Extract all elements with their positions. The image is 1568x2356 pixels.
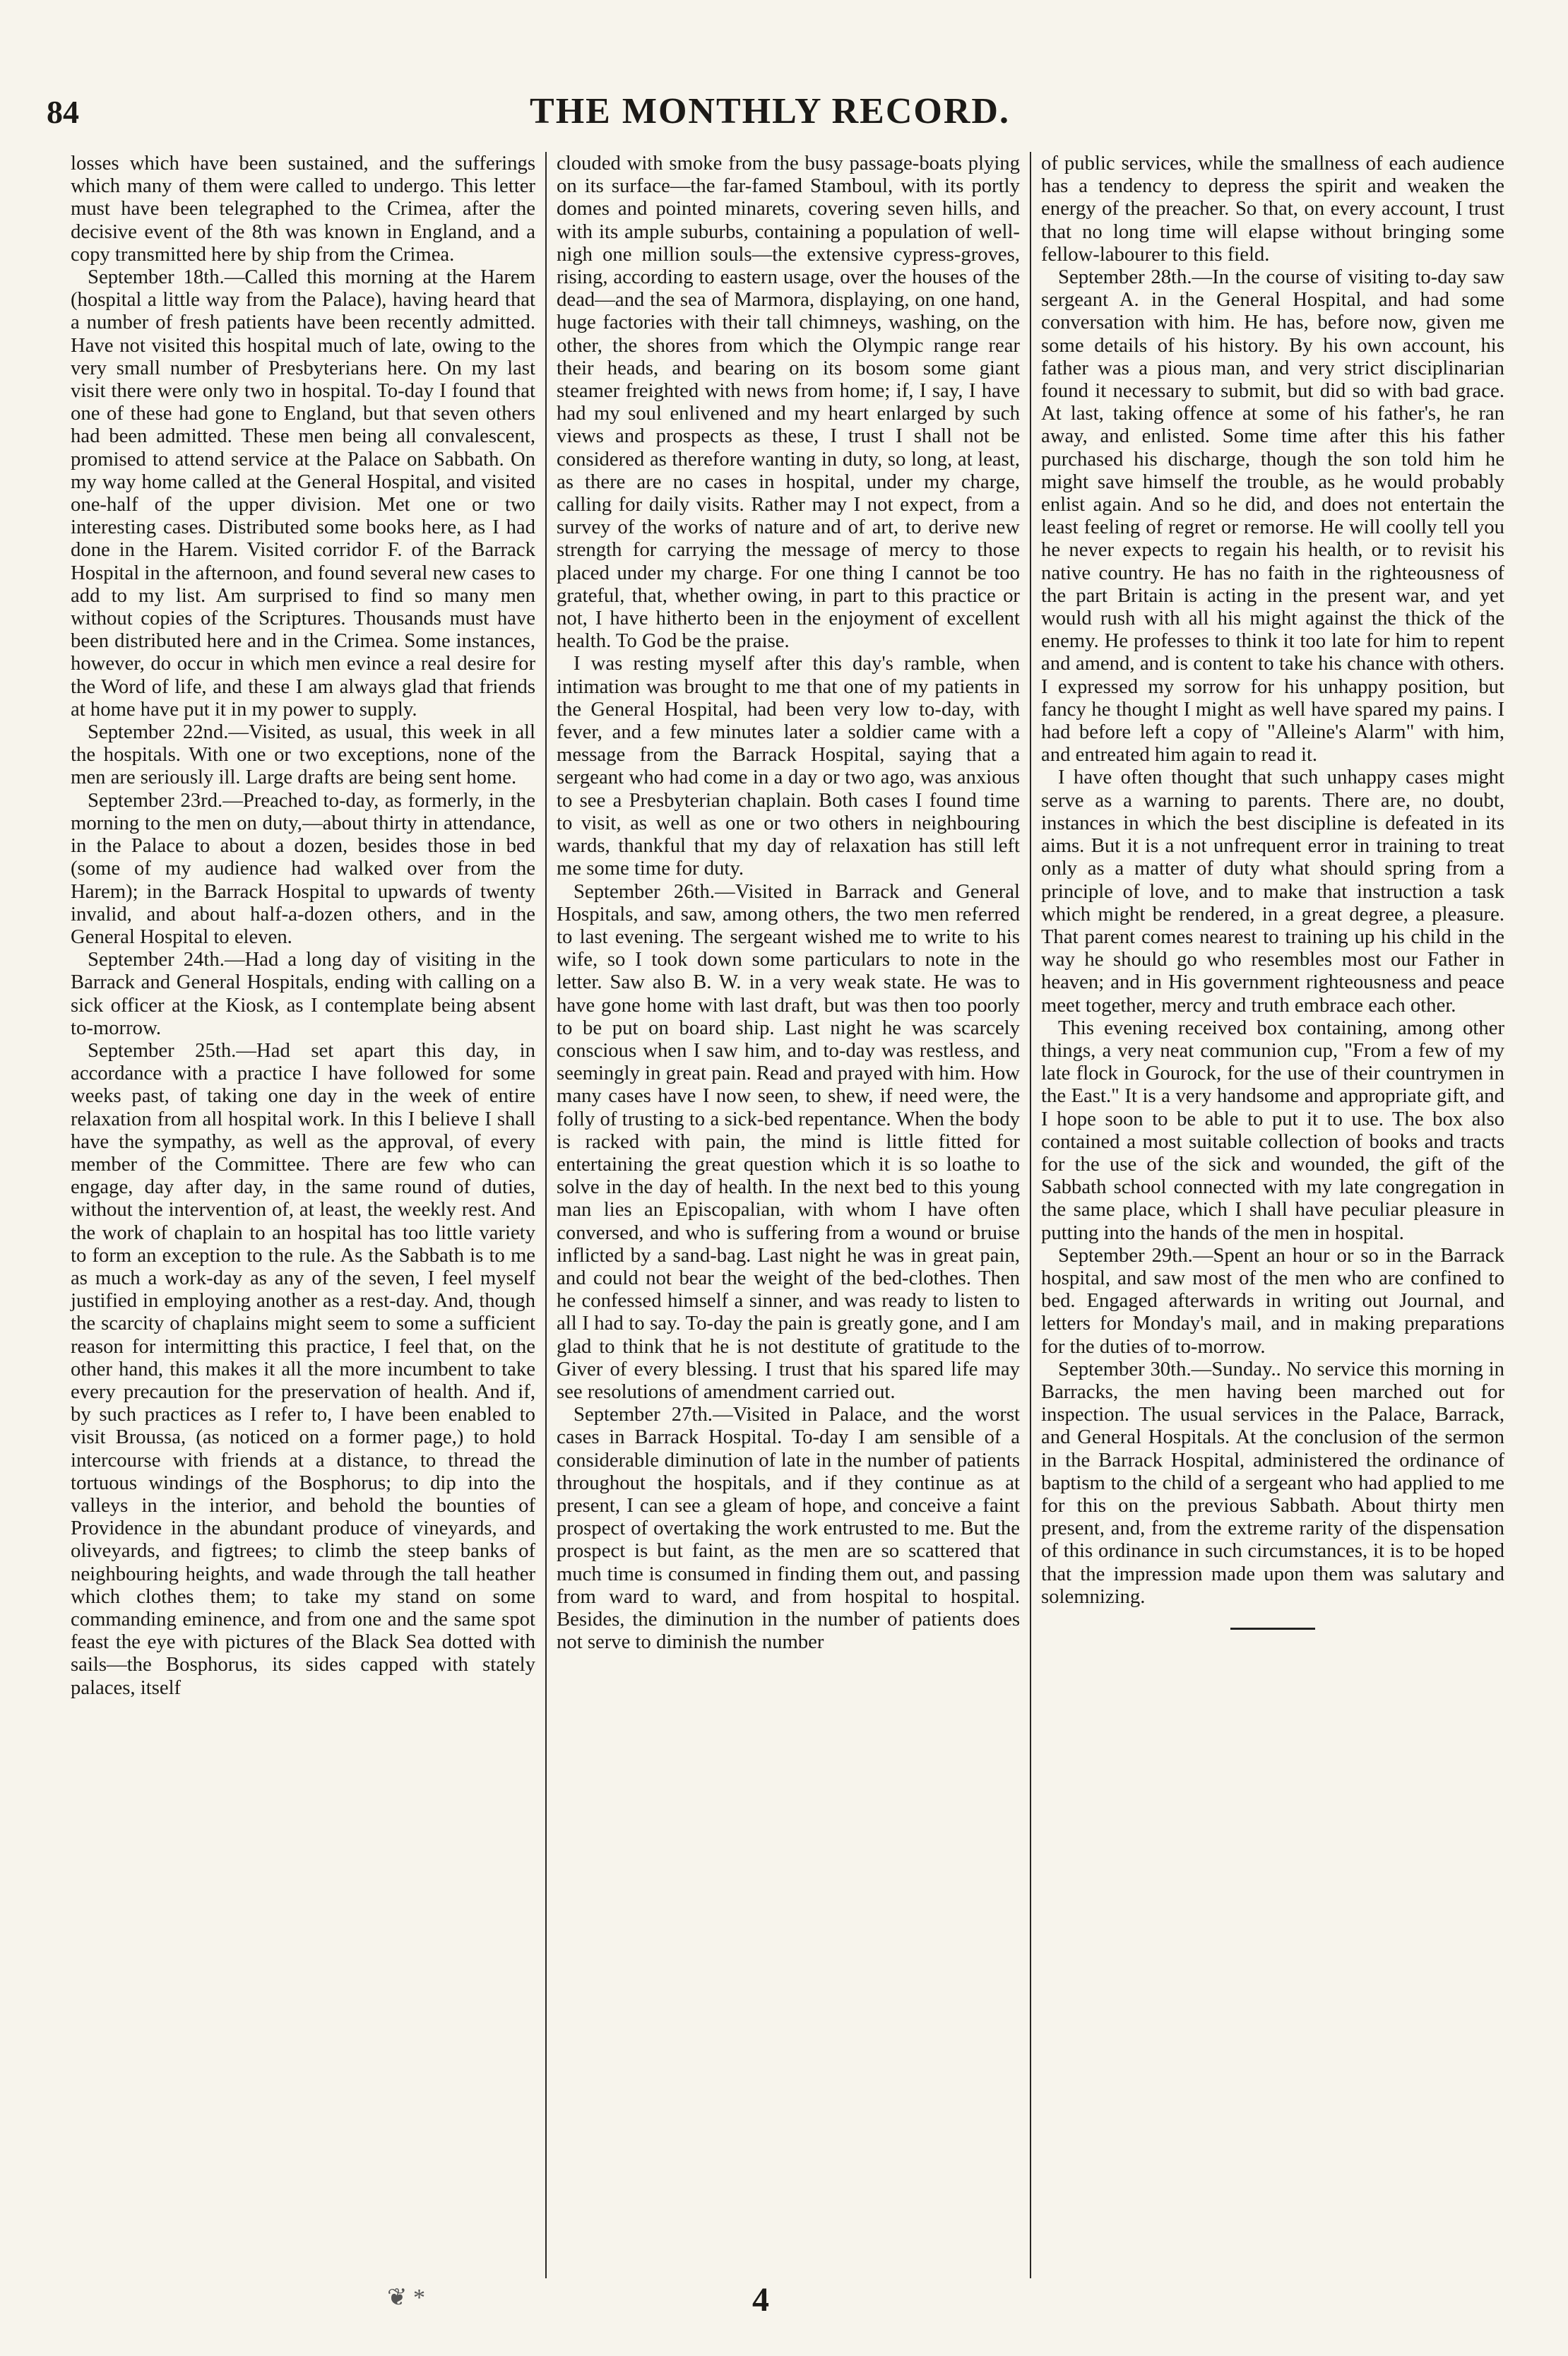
paragraph: September 28th.—In the course of visiting to-day saw sergeant A. in the General Hospital, and had some conversation with him. He has, before now, given me some details of his history. By his own account, his father was a pious man, and very strict disciplinarian found it necessary to submit, but did so with bad grace. At last, taking offence at some of his father's, he ran away, and enlisted. Some time after this his father purchased his discharge, though the son told him he might save himself the trouble, as he would probably enlist again. And so he did, and does not entertain the least feeling of regret or remorse. He will coolly tell you he never expects to regain his health, or to revisit his native country. He has no faith in the righteousness of the part Britain is acting in the present war, and yet would rush with all his might against the thick of the enemy. He professes to think it too late for him to repent and amend, and is content to take his chance with others. I expressed my sorrow for his unhappy position, but fancy he thought I might as well have spared my pains. I had before left a copy of "Alleine's Alarm" with him, and entreated him again to read it. (1041, 266, 1504, 766)
paragraph: September 29th.—Spent an hour or so in the Barrack hospital, and saw most of the men who are confined to bed. Engaged afterwards in writing out Journal, and letters for Monday's mail, and in making preparations for the duties of to-morrow. (1041, 1243, 1504, 1358)
paragraph: September 24th.—Had a long day of visiting in the Barrack and General Hospitals, ending with calling on a sick officer at the Kiosk, as I contemplate being absent to-morrow. (71, 948, 535, 1039)
running-title: THE MONTHLY RECORD. (530, 91, 1010, 131)
paragraph: losses which have been sustained, and the sufferings which many of them were called to undergo. This letter must have been telegraphed to the Crimea, after the decisive event of the 8th was known in England, and a copy transmitted here by ship from the Crimea. (71, 152, 535, 266)
column-left (61, 152, 545, 2278)
paragraph: September 18th.—Called this morning at the Harem (hospital a little way from the Palace), having heard that a number of fresh patients have been recently admitted. Have not visited this hospital much of late, owing to the very small number of Presbyterians here. On my last visit there were only two in hospital. To-day I found that one of these had gone to England, but that seven others had been admitted. These men being all convalescent, promised to attend service at the Palace on Sabbath. On my way home called at the General Hospital, and visited one-half of the upper division. Met one or two interesting cases. Distributed some books here, as I had done in the Harem. Visited corridor F. of the Barrack Hospital in the afternoon, and found several new cases to add to my list. Am surprised to find so many men without copies of the Scriptures. Thousands must have been distributed here and in the Crimea. Some instances, however, do occur in which men evince a real desire for the Word of life, and these I am always glad that friends at home have put it in my power to supply. (71, 266, 535, 721)
paragraph: September 27th.—Visited in Palace, and the worst cases in Barrack Hospital. To-day I am sensible of a considerable diminution of late in the number of patients throughout the hospitals, and if they continue as at present, I can see a gleam of hope, and conceive a faint prospect of overtaking the work entrusted to me. But the prospect is but faint, as the men are so scattered that much time is consumed in finding them out, and passing from ward to ward, and from hospital to hospital. Besides, the diminution in the number of patients does not serve to diminish the number (557, 1403, 1020, 1654)
signature-mark: 4 (752, 2281, 769, 2319)
paragraph: clouded with smoke from the busy passage-boats plying on its surface—the far-famed Stamboul, with its portly domes and pointed minarets, covering seven hills, and with its ample suburbs, containing a population of well-nigh one million souls—the extensive cypress-groves, rising, according to eastern usage, over the houses of the dead—and the sea of Marmora, displaying, on one hand, huge factories with their tall chimneys, washing, on the other, the shores from which the Olympic range rear their heads, and bearing on its bosom some giant steamer freighted with news from home; if, I say, I have had my soul enlivened and my heart enlarged by such views and prospects as these, I trust I shall not be considered as therefore wanting in duty, so long, at least, as there are no cases in hospital, under my charge, calling for daily visits. Rather may I not expect, from a survey of the works of nature and of art, to derive new strength for carrying the message of mercy to those placed under my charge. For one thing I cannot be too grateful, that, whether owing, in part to this practice or not, I have hitherto been in the enjoyment of excellent health. To God be the praise. (557, 152, 1020, 653)
paragraph: September 25th.—Had set apart this day, in accordance with a practice I have followed for some weeks past, of taking one day in the week of entire relaxation from all hospital work. In this I believe I shall have the sympathy, as well as the approval, of every member of the Committee. There are few who can engage, day after day, in the same round of duties, without the intervention of, at least, the weekly rest. And the work of chaplain to an hospital has too little variety to form an exception to the rule. As the Sabbath is to me as much a work-day as any of the seven, I feel myself justified in employing another as a rest-day. And, though the scarcity of chaplains might seem to some a sufficient reason for intermitting this practice, I feel that, on the other hand, this makes it all the more incumbent to take every precaution for the preservation of health. And if, by such practices as I refer to, I have been enabled to visit Broussa, (as noticed on a former page,) to hold intercourse with friends at a distance, to thread the tortuous windings of the Bosphorus; to dip into the valleys in the interior, and behold the bounties of Providence in the abundant produce of vineyards, and oliveyards, and figtrees; to climb the steep banks of neighbouring heights, and wade through the tall heather which clothes them; to take my stand on some commanding eminence, and from one and the same spot feast the eye with pictures of the Black Sea dotted with sails—the Bosphorus, its sides capped with stately palaces, itself (71, 1038, 535, 1699)
column-middle (545, 152, 1030, 2278)
paragraph: of public services, while the smallness of each audience has a tendency to depress the spirit and weaken the energy of the preacher. So that, on every account, I trust that no long time will elapse without bringing some fellow-labourer to this field. (1041, 152, 1504, 266)
paragraph: September 22nd.—Visited, as usual, this week in all the hospitals. With one or two exceptions, none of the men are seriously ill. Large drafts are being sent home. (71, 721, 535, 789)
column-right (1030, 152, 1514, 2278)
page-header (42, 90, 1497, 141)
paragraph: September 26th.—Visited in Barrack and General Hospitals, and saw, among others, the two men referred to last evening. The sergeant wished me to write to his wife, so I took down some particulars to note in the letter. Saw also B. W. in a very weak state. He was to have gone home with last draft, but was then too poorly to be put on board ship. Last night he was scarcely conscious when I saw him, and to-day was restless, and seemingly in great pain. Read and prayed with him. How many cases have I now seen, to shew, if need were, the folly of trusting to a sick-bed repentance. When the body is racked with pain, the mind is little fitted for entertaining the great question which it is so loathe to solve in the day of health. In the next bed to this young man lies an Episcopalian, with whom I have often conversed, and who is suffering from a wound or bruise inflicted by a sand-bag. Last night he was in great pain, and could not bear the weight of the bed-clothes. Then he confessed himself a sinner, and was ready to listen to all I had to say. To-day the pain is greatly gone, and I am glad to think that he is not destitute of gratitude to the Giver of every blessing. I trust that his spared life may see resolutions of amendment carried out. (557, 880, 1020, 1403)
paragraph: I have often thought that such unhappy cases might serve as a warning to parents. There are, no doubt, instances in which the best discipline is defeated in its aims. But it is a not unfrequent error in training to treat only as a matter of duty what should spring from a principle of love, and to make that instruction a task which might be rendered, in a great degree, a pleasure. That parent comes nearest to training up his child in the way he should go who resembles most our Father in heaven; and in His government righteousness and peace meet together, mercy and truth embrace each other. (1041, 766, 1504, 1017)
paragraph: September 23rd.—Preached to-day, as formerly, in the morning to the men on duty,—about thirty in attendance, in the Palace to about a dozen, besides those in bed (some of my audience had walked over from the Harem); in the Barrack Hospital to upwards of twenty invalid, and about half-a-dozen others, and in the General Hospital to eleven. (71, 788, 535, 948)
printer-ornament: ❦ * (387, 2285, 425, 2311)
paragraph: September 30th.—Sunday.. No service this morning in Barracks, the men having been marched out for inspection. The usual services in the Palace, Barrack, and General Hospitals. At the conclusion of the sermon in the Barrack Hospital, administered the ordinance of baptism to the child of a sergeant who had applied to me for this on the previous Sabbath. About thirty men present, and, from the extreme rarity of the dispensation of this ordinance in such circumstances, it is to be hoped that the impression made upon them was salutary and solemnizing. (1041, 1357, 1504, 1608)
paragraph: I was resting myself after this day's ramble, when intimation was brought to me that one of my patients in the General Hospital, had been very low to-day, with fever, and a few minutes later a soldier came with a message from the Barrack Hospital, saying that a sergeant who had come in a day or two ago, was anxious to see a Presbyterian chaplain. Both cases I found time to visit, as well as one or two others in neighbouring wards, thankful that my day of relaxation has still left me some time for duty. (557, 652, 1020, 880)
end-rule (1230, 1628, 1315, 1630)
paragraph: This evening received box containing, among other things, a very neat communion cup, "From a few of my late flock in Gourock, for the use of their countrymen in the East." It is a very handsome and appropriate gift, and I hope soon to be able to put it to use. The box also contained a most suitable collection of books and tracts for the use of the sick and wounded, the gift of the Sabbath school connected with my late congregation in the same place, which I shall have peculiar pleasure in putting into the hands of the men in hospital. (1041, 1016, 1504, 1244)
text-columns (61, 152, 1514, 2278)
page-number: 84 (47, 94, 79, 130)
